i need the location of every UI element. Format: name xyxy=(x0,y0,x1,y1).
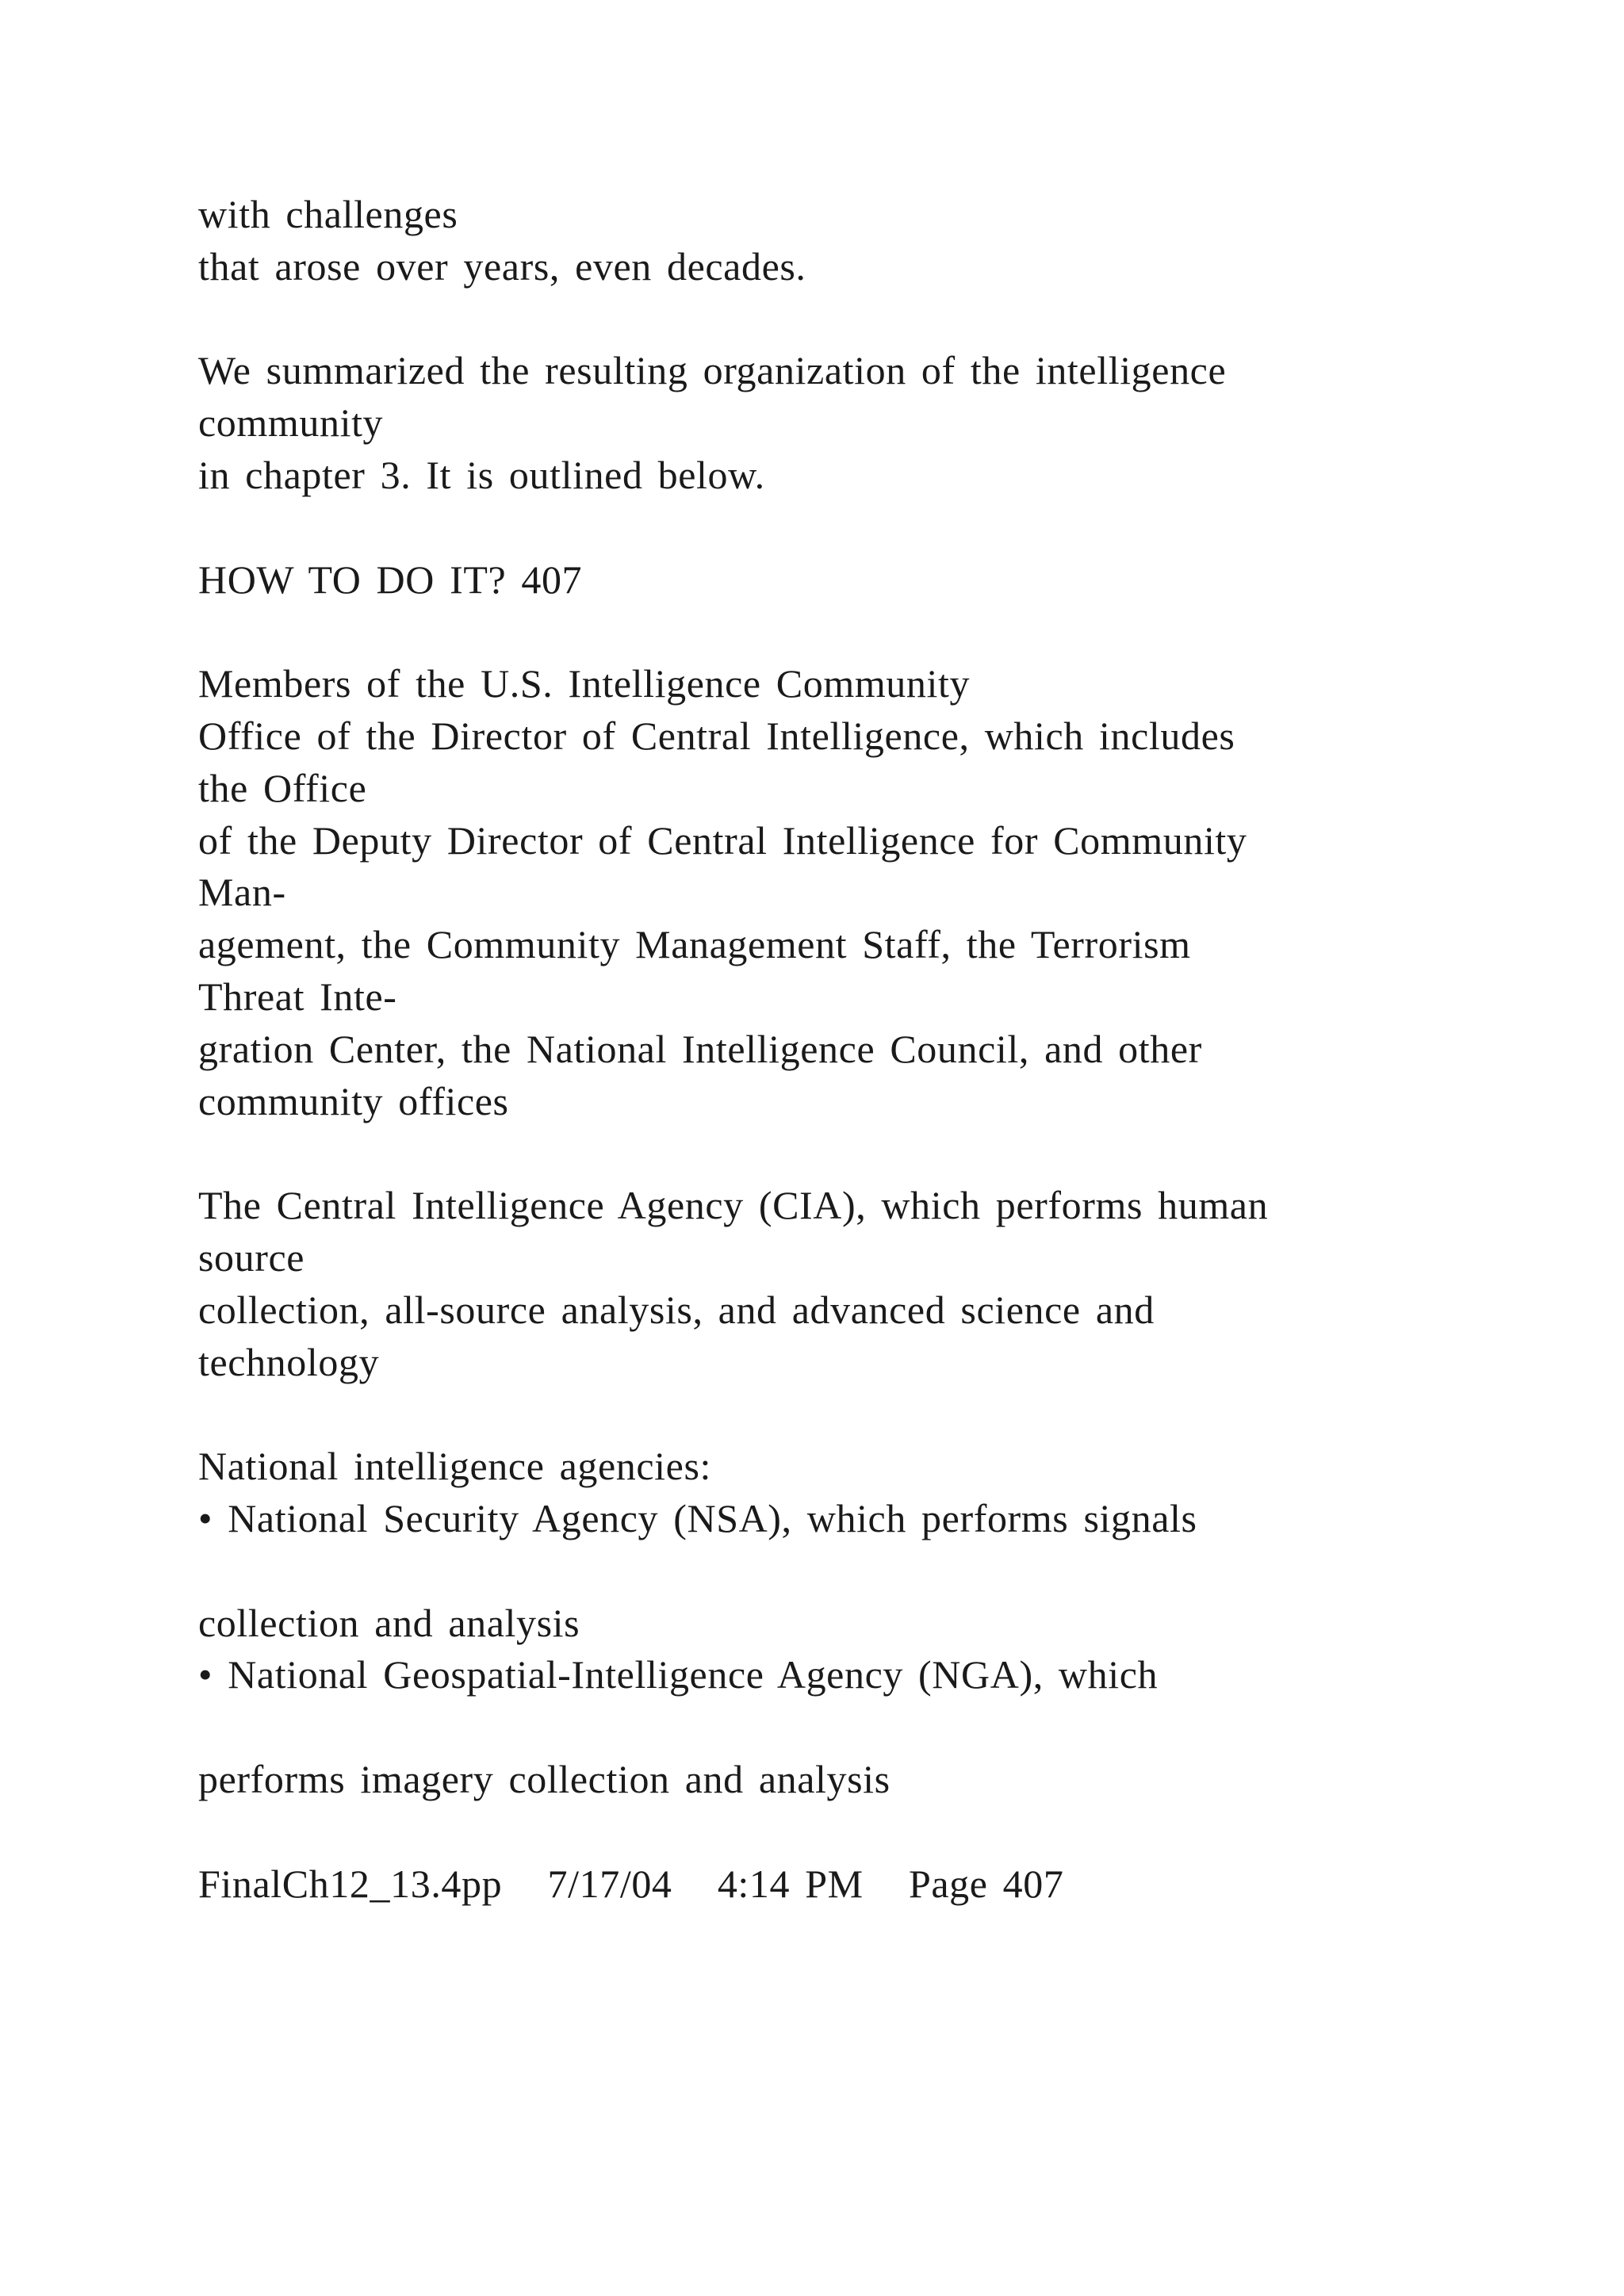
list-item: • National Geospatial-Intelligence Agency (NGA), which xyxy=(198,1652,1159,1697)
text-line: of the Deputy Director of Central Intelligence for Community xyxy=(198,817,1247,863)
page-footer: FinalCh12_13.4pp 7/17/04 4:14 PM Page 407 xyxy=(198,1861,1064,1906)
text-line: community xyxy=(198,400,384,446)
blank-line xyxy=(198,502,1546,554)
text-line: technology xyxy=(198,1339,380,1384)
text-line: gration Center, the National Intelligence Council, and other xyxy=(198,1026,1202,1071)
text-line: community offices xyxy=(198,1078,509,1123)
text-line: in chapter 3. It is outlined below. xyxy=(198,452,765,497)
document-body xyxy=(198,189,1546,1910)
text-line: The Central Intelligence Agency (CIA), which performs human xyxy=(198,1183,1269,1228)
text-line: Threat Inte- xyxy=(198,974,397,1019)
list-heading: National intelligence agencies: xyxy=(198,1444,712,1489)
text-line: that arose over years, even decades. xyxy=(198,243,806,289)
blank-line xyxy=(198,1806,1546,1858)
text-line: agement, the Community Management Staff, the Terrorism xyxy=(198,922,1191,967)
page-heading: HOW TO DO IT? 407 xyxy=(198,557,583,602)
blank-line xyxy=(198,1388,1546,1441)
blank-line xyxy=(198,1127,1546,1180)
blank-line xyxy=(198,293,1546,346)
blank-line xyxy=(198,1701,1546,1754)
text-line: Office of the Director of Central Intelligence, which includes xyxy=(198,713,1235,758)
list-item: • National Security Agency (NSA), which performs signals xyxy=(198,1495,1197,1540)
section-title: Members of the U.S. Intelligence Community xyxy=(198,661,971,706)
text-line: with challenges xyxy=(198,192,458,236)
text-line: collection, all-source analysis, and advanced science and xyxy=(198,1287,1155,1332)
text-line: source xyxy=(198,1234,305,1280)
blank-line xyxy=(198,1545,1546,1598)
text-line: We summarized the resulting organization of the intelligence xyxy=(198,348,1227,393)
text-line: the Office xyxy=(198,765,367,810)
text-line: performs imagery collection and analysis xyxy=(198,1756,891,1801)
text-line: collection and analysis xyxy=(198,1600,580,1645)
text-line: Man- xyxy=(198,870,286,915)
blank-line xyxy=(198,606,1546,658)
